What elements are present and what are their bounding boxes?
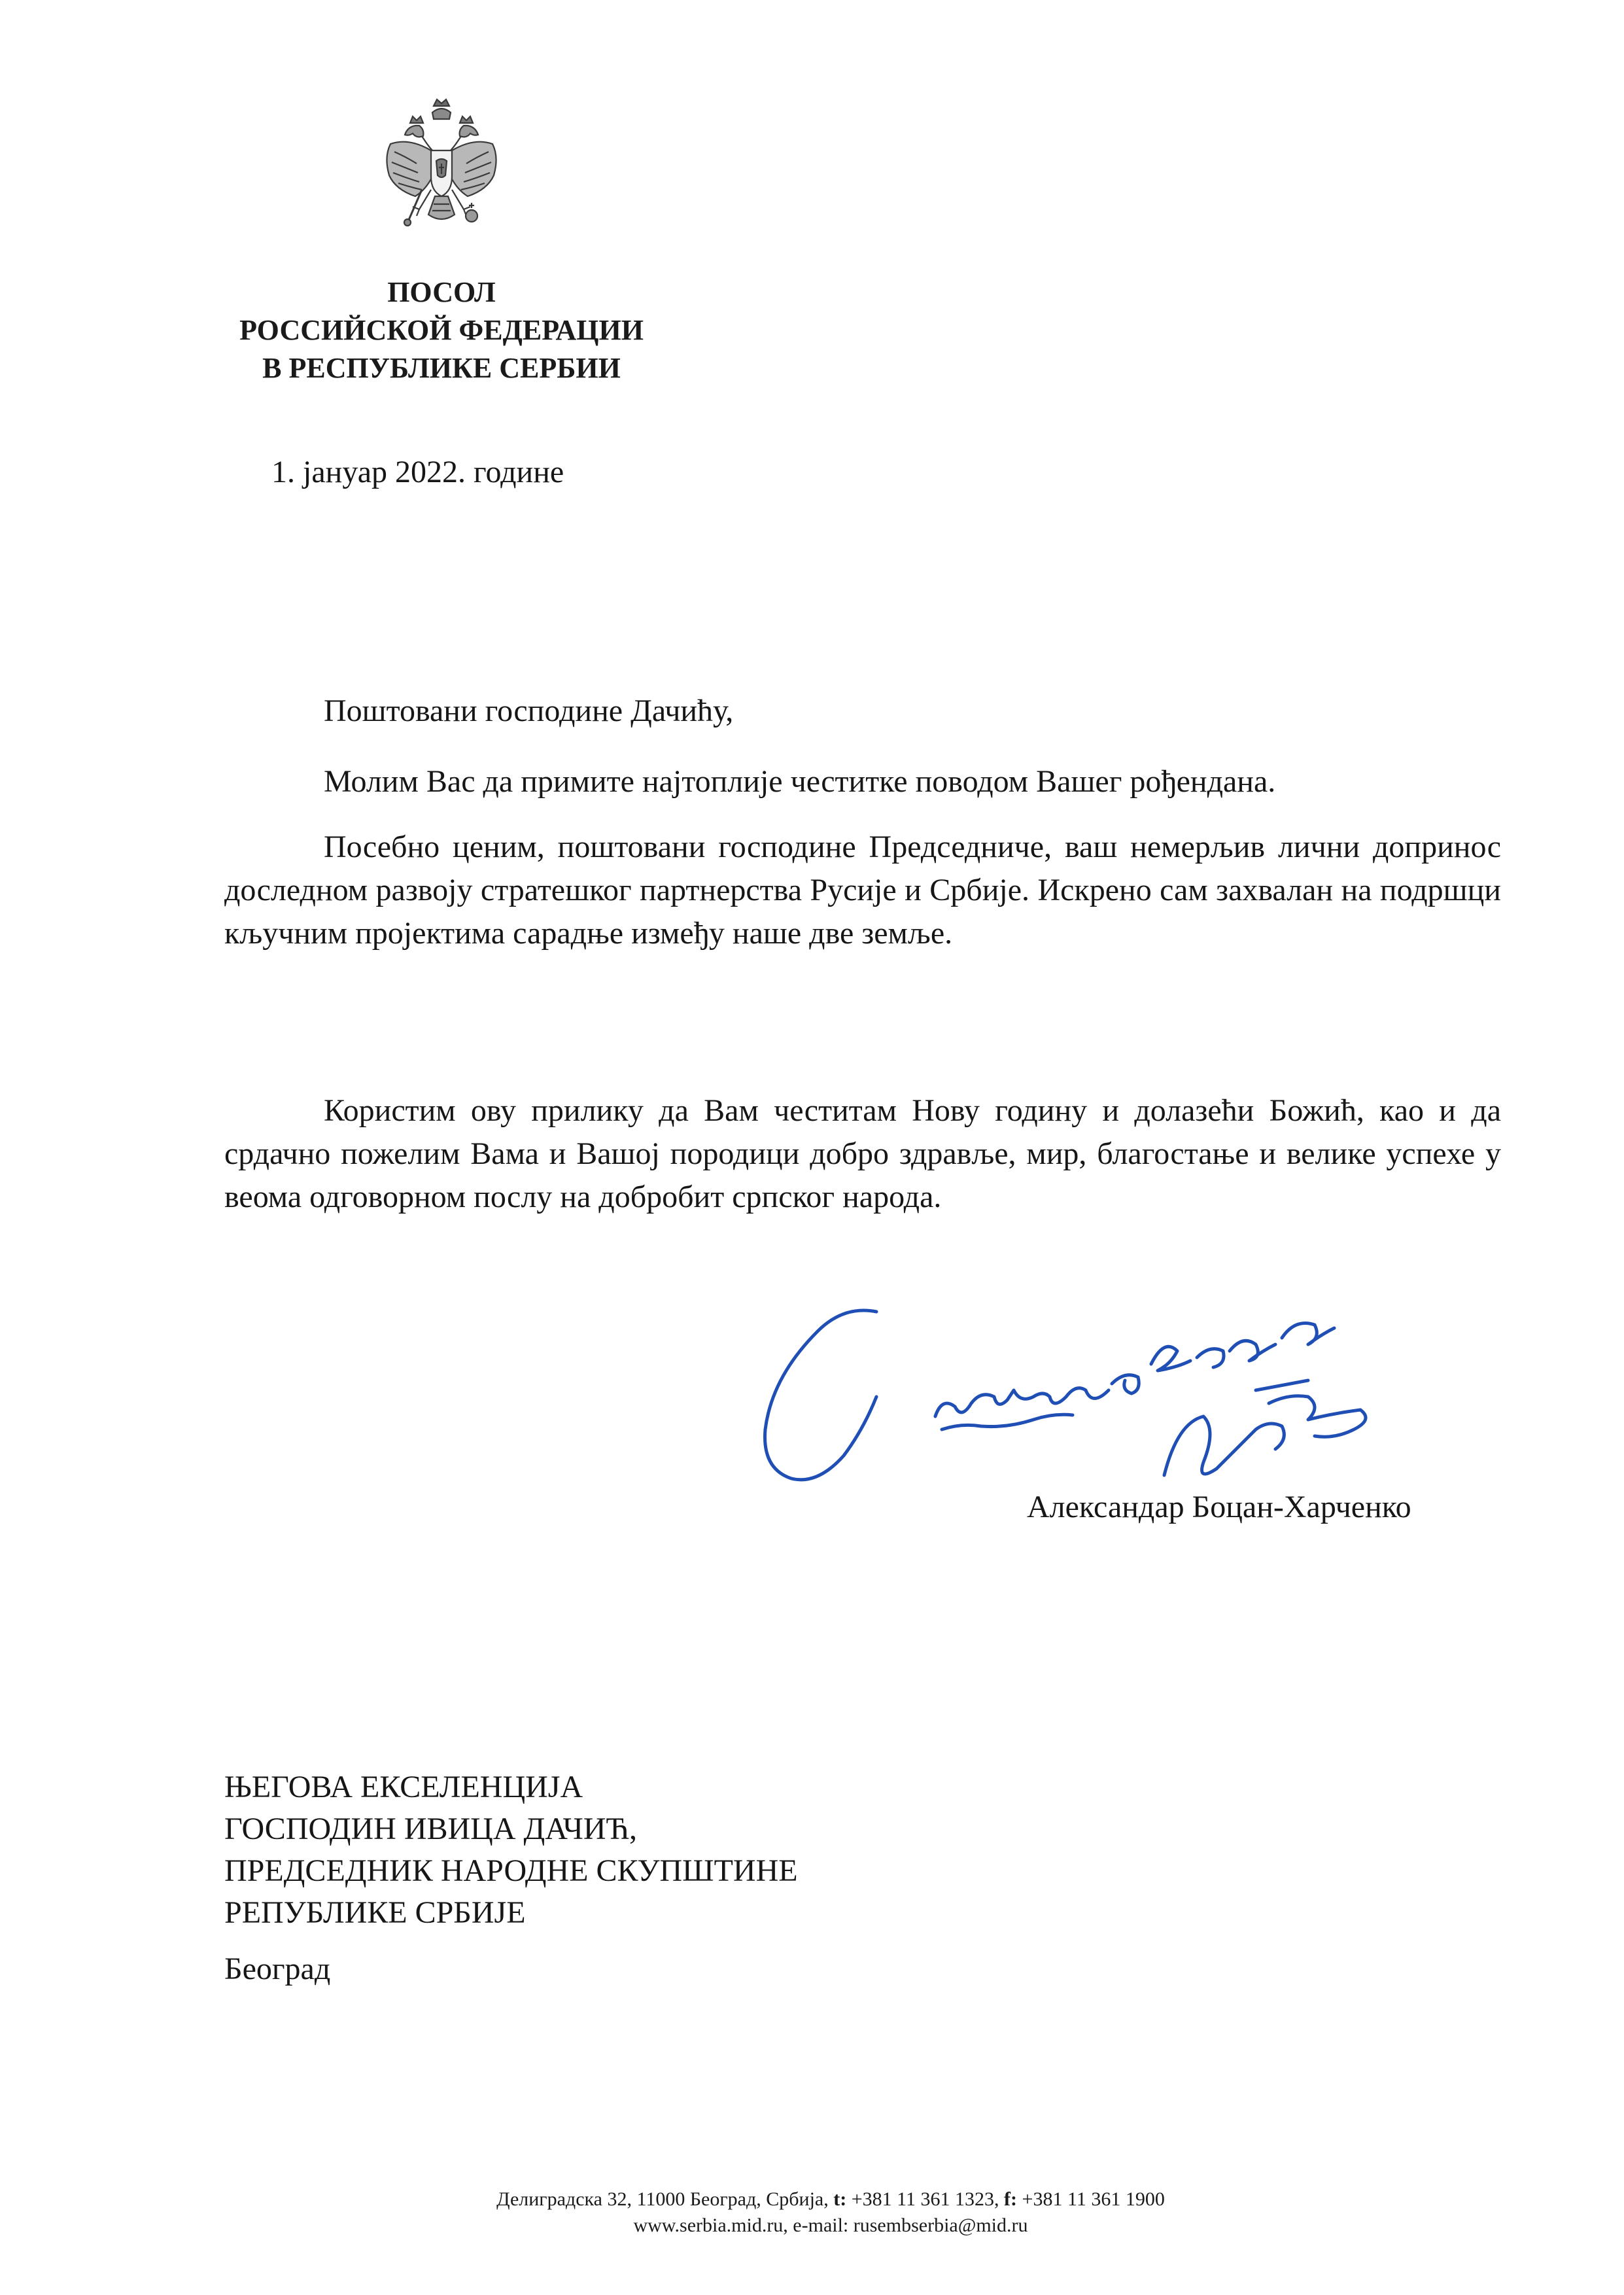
footer-phone: +381 11 361 1323, [846, 2188, 1005, 2210]
addressee-city: Београд [224, 1952, 331, 1986]
footer-f-label: f: [1004, 2188, 1018, 2210]
footer-fax: +381 11 361 1900 [1017, 2188, 1165, 2210]
embassy-header [196, 273, 687, 387]
header-line-2: РОССИЙСКОЙ ФЕДЕРАЦИИ [239, 314, 644, 346]
footer-web-email: www.serbia.mid.ru, e-mail: rusembserbia@mid.ru [633, 2215, 1028, 2236]
handwritten-signature [746, 1299, 1465, 1515]
addressee-block [224, 1766, 798, 1990]
header-line-1: ПОСОЛ [387, 276, 496, 308]
salutation: Поштовани господине Дачићу, [324, 693, 734, 728]
body-paragraph-3: Користим ову прилику да Вам честитам Нову годину и долазећи Божић, као и да срдачно пожелим Вама и Вашој породици добро здравље, мир, благостање и велике успехе у веома одговорном послу на добробит српског народа. [224, 1093, 1501, 1214]
signer-name: Александар Боцан-Харченко [1027, 1490, 1411, 1524]
body-paragraph-2: Посебно ценим, поштовани господине Председниче, ваш немерљив лични допринос доследном развоју стратешког партнерства Русије и Србије. Искрено сам захвалан на подршци кључним пројектима сарадње између наше две земље. [224, 830, 1501, 951]
footer-address: Делиградска 32, 11000 Београд, Србија, [496, 2188, 834, 2210]
addressee-line-2: ГОСПОДИН ИВИЦА ДАЧИЋ, [224, 1812, 638, 1846]
russian-coat-of-arms-icon [376, 98, 507, 239]
addressee-line-3: ПРЕДСЕДНИК НАРОДНЕ СКУПШТИНЕ [224, 1853, 798, 1888]
coat-of-arms-emblem [376, 98, 507, 239]
signature-scribble-icon [746, 1299, 1465, 1515]
body-paragraph-1: Молим Вас да примите најтоплије честитке поводом Вашег рођендана. [324, 764, 1276, 799]
letter-date: 1. јануар 2022. године [271, 455, 564, 489]
letterhead-footer [392, 2186, 1269, 2239]
addressee-line-1: ЊЕГОВА ЕКСЕЛЕНЦИЈА [224, 1770, 583, 1804]
header-line-3: В РЕСПУБЛИКЕ СЕРБИИ [262, 352, 621, 384]
footer-t-label: t: [833, 2188, 847, 2210]
addressee-line-4: РЕПУБЛИКЕ СРБИЈЕ [224, 1895, 526, 1930]
footer-address-line [392, 2186, 1269, 2213]
